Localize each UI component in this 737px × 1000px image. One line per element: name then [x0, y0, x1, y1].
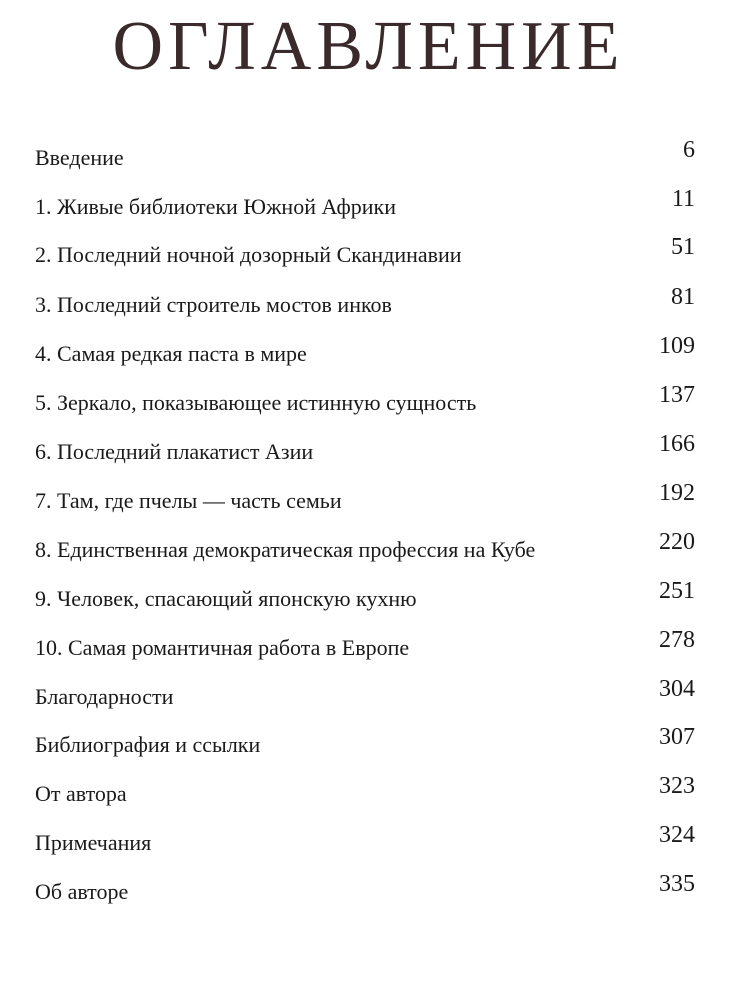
toc-entry-chapter-6	[35, 431, 695, 471]
toc-entry-page-number: 307	[659, 724, 695, 750]
toc-entry-title: Библиография и ссылки	[35, 732, 261, 757]
toc-entry-page-number: 335	[659, 871, 695, 897]
toc-entry-title: 3. Последний строитель мостов инков	[35, 292, 392, 317]
toc-entry-title: Об авторе	[35, 879, 129, 904]
toc-entry-chapter-10	[35, 627, 695, 667]
toc-entry-chapter-5	[35, 382, 695, 422]
toc-entry-title: Примечания	[35, 830, 152, 855]
toc-entry-title: Благодарности	[35, 684, 174, 709]
page-title: ОГЛАВЛЕНИЕ	[112, 8, 625, 85]
toc-entry-from-author	[35, 773, 695, 813]
toc-entry-notes	[35, 822, 695, 862]
toc-entry-page-number: 166	[659, 431, 695, 457]
toc-entry-chapter-8	[35, 529, 695, 569]
toc-entry-chapter-1	[35, 186, 695, 226]
toc-entry-page-number: 137	[659, 382, 695, 408]
toc-entry-title: 4. Самая редкая паста в мире	[35, 341, 307, 366]
toc-entry-page-number: 6	[683, 137, 695, 163]
toc-entry-title: От автора	[35, 781, 127, 806]
toc-entry-title: Введение	[35, 145, 124, 170]
toc-entry-page-number: 324	[659, 822, 695, 848]
toc-entry-bibliography	[35, 724, 695, 764]
toc-entry-chapter-4	[35, 333, 695, 373]
toc-entry-chapter-2	[35, 234, 695, 274]
toc-entry-page-number: 278	[659, 627, 695, 653]
toc-entry-page-number: 51	[671, 234, 695, 260]
toc-entry-about-author	[35, 871, 695, 911]
toc-entry-page-number: 11	[671, 186, 695, 212]
toc-entry-title: 7. Там, где пчелы — часть семьи	[35, 488, 342, 513]
toc-entry-introduction	[35, 137, 695, 177]
toc-entry-title: 1. Живые библиотеки Южной Африки	[35, 194, 397, 219]
toc-entry-page-number: 304	[659, 676, 695, 702]
toc-entry-title: 5. Зеркало, показывающее истинную сущность	[35, 390, 477, 415]
toc-entry-page-number: 220	[659, 529, 695, 555]
toc-entry-title: 10. Самая романтичная работа в Европе	[35, 635, 410, 660]
toc-entry-acknowledgements	[35, 676, 695, 716]
toc-entry-title: 9. Человек, спасающий японскую кухню	[35, 586, 417, 611]
toc-entry-chapter-3	[35, 284, 695, 324]
toc-entry-title: 6. Последний плакатист Азии	[35, 439, 314, 464]
toc-entry-page-number: 109	[659, 333, 695, 359]
toc-entry-title: 8. Единственная демократическая профессия на Кубе	[35, 537, 536, 562]
toc-entry-chapter-7	[35, 480, 695, 520]
toc-entry-page-number: 81	[671, 284, 695, 310]
toc-entry-page-number: 251	[659, 578, 695, 604]
toc-entry-chapter-9	[35, 578, 695, 618]
toc-entry-page-number: 323	[659, 773, 695, 799]
toc-entry-page-number: 192	[659, 480, 695, 506]
toc-entry-title: 2. Последний ночной дозорный Скандинавии	[35, 242, 462, 267]
